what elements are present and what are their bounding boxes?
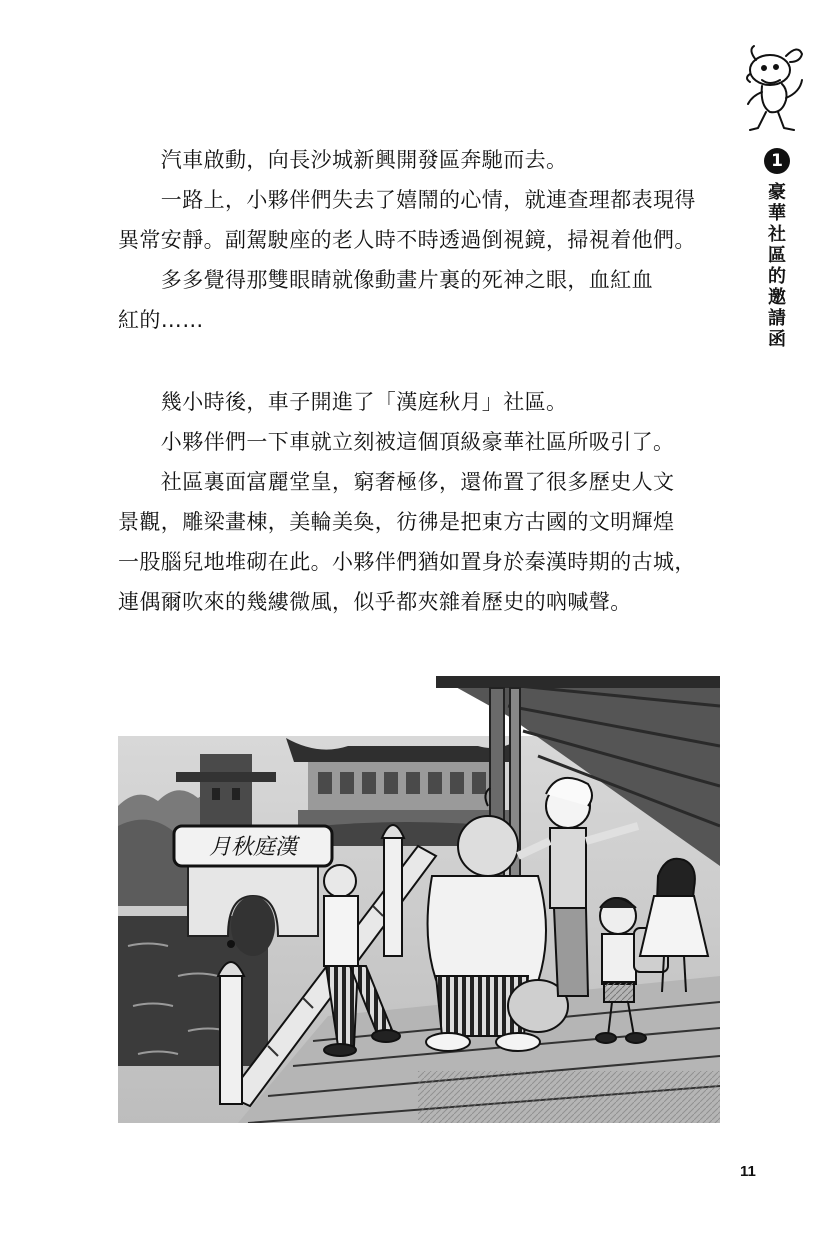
text-line: 小夥伴們一下車就立刻被這個頂級豪華社區所吸引了。 (118, 430, 675, 454)
post (220, 974, 242, 1104)
text-line: 異常安靜。副駕駛座的老人時不時透過倒視鏡，掃視着他們。 (118, 228, 696, 252)
stair-shadow (418, 1071, 720, 1123)
gate-sign-text: 月秋庭漢 (208, 835, 298, 860)
chapter-title-char: 豪 (768, 182, 786, 203)
text-line: 紅的…… (118, 308, 204, 332)
chapter-title-char: 華 (768, 203, 786, 224)
page-number: 11 (740, 1163, 756, 1180)
chapter-title-char: 的 (768, 266, 786, 287)
canopy-beam (436, 676, 720, 688)
mascot-dog-icon (740, 40, 810, 140)
chapter-title-char: 函 (768, 329, 786, 350)
chapter-number-badge: 1 (764, 148, 790, 174)
post (384, 836, 402, 956)
chapter-title-char: 社 (768, 224, 786, 245)
text-line: 景觀，雕梁畫棟，美輪美奐，彷彿是把東方古國的文明輝煌 (118, 510, 675, 534)
chapter-title-char: 邀 (768, 287, 786, 308)
frame-top-blank (118, 676, 436, 736)
chapter-title-char: 區 (768, 245, 786, 266)
text-line: 幾小時後，車子開進了「漢庭秋月」社區。 (118, 390, 568, 414)
body-text (118, 140, 722, 622)
text-line: 社區裏面富麗堂皇，窮奢極侈，還佈置了很多歷史人文 (118, 470, 675, 494)
text-line: 一股腦兒地堆砌在此。小夥伴們猶如置身於秦漢時期的古城， (118, 550, 696, 574)
text-line: 連偶爾吹來的幾縷微風，似乎都夾雜着歷史的吶喊聲。 (118, 590, 632, 614)
text-line: 汽車啟動，向長沙城新興開發區奔馳而去。 (118, 148, 568, 172)
pavilion (308, 762, 498, 810)
tower (200, 754, 252, 834)
chapter-title (762, 182, 792, 350)
chapter-title-char: 請 (768, 308, 786, 329)
illustration (118, 676, 720, 1123)
section-gap (118, 340, 722, 382)
text-line: 一路上，小夥伴們失去了嬉鬧的心情，就連查理都表現得 (118, 188, 696, 212)
text-line: 多多覺得那雙眼睛就像動畫片裏的死神之眼，血紅血 (118, 268, 653, 292)
